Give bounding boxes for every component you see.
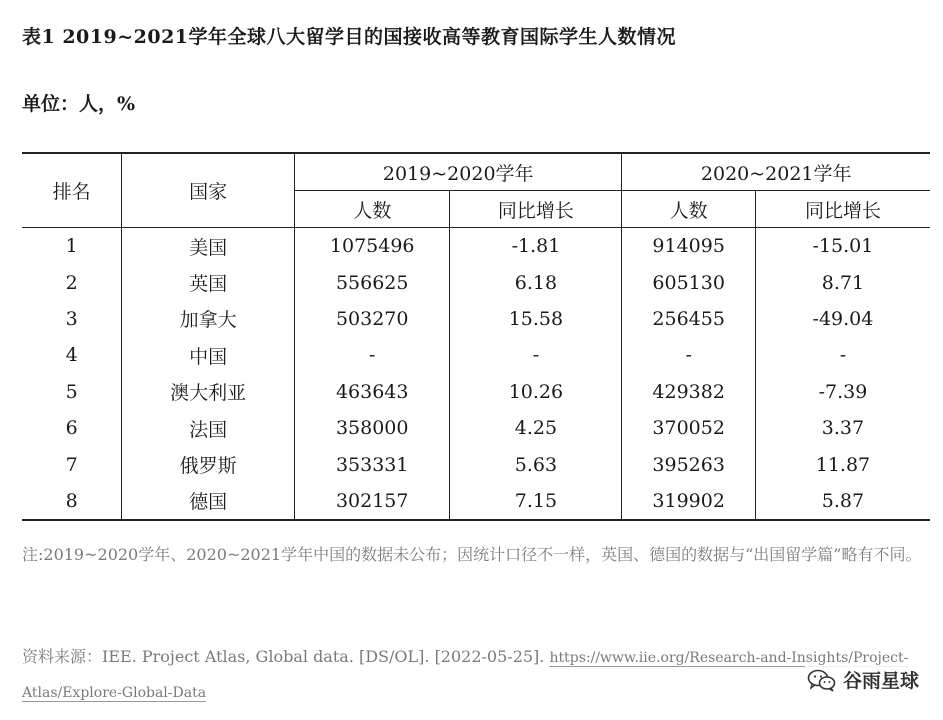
cell-growth2: 8.71 <box>821 271 865 294</box>
header-row-1 <box>22 153 930 191</box>
source-citation <box>22 640 927 710</box>
cell-count2: 605130 <box>622 264 755 300</box>
table-title: 表1 2019~2021学年全球八大留学目的国接收高等教育国际学生人数情况 <box>22 26 677 48</box>
header-rank: 排名 <box>22 153 122 228</box>
unit-label: 单位：人，% <box>22 93 136 115</box>
table-header <box>22 153 930 228</box>
table-row <box>22 264 930 300</box>
cell-rank: 8 <box>22 483 122 520</box>
header-count-1: 人数 <box>295 191 450 228</box>
table-row <box>22 337 930 373</box>
cell-rank: 4 <box>22 337 122 373</box>
cell-count1: 503270 <box>295 301 450 337</box>
cell-count1: 353331 <box>295 446 450 482</box>
header-growth-2: 同比增长 <box>804 199 881 222</box>
cell-country: 加拿大 <box>122 301 295 337</box>
cell-count1: 556625 <box>295 264 450 300</box>
table-row <box>22 483 930 520</box>
cell-count2: 914095 <box>622 228 755 265</box>
header-year-2019: 2019~2020学年 <box>295 153 622 191</box>
cell-rank: 7 <box>22 446 122 482</box>
cell-country: 德国 <box>122 483 295 520</box>
cell-count1: 463643 <box>295 374 450 410</box>
cell-growth2: 5.87 <box>821 489 865 512</box>
cell-count2: - <box>622 337 755 373</box>
cell-growth2: -15.01 <box>812 235 874 258</box>
cell-count2: 256455 <box>622 301 755 337</box>
cell-count1: 302157 <box>295 483 450 520</box>
watermark-text: 谷雨星球 <box>842 670 919 692</box>
cell-rank: 2 <box>22 264 122 300</box>
watermark <box>805 666 921 693</box>
cell-country: 澳大利亚 <box>122 374 295 410</box>
header-growth-1: 同比增长 <box>450 191 622 228</box>
data-table <box>22 152 930 521</box>
table-note: 注:2019~2020学年、2020~2021学年中国的数据未公布；因统计口径不一样，英国、德国的数据与“出国留学篇”略有不同。 <box>22 545 922 564</box>
cell-growth1: 4.25 <box>450 410 622 446</box>
cell-growth1: -1.81 <box>450 228 622 265</box>
table-row <box>22 228 930 265</box>
table-row <box>22 446 930 482</box>
cell-rank: 3 <box>22 301 122 337</box>
wechat-icon <box>807 668 837 692</box>
cell-count1: 1075496 <box>295 228 450 265</box>
header-count-2: 人数 <box>622 191 755 228</box>
cell-count1: 358000 <box>295 410 450 446</box>
cell-growth2: -7.39 <box>818 380 868 403</box>
cell-growth2: 11.87 <box>815 453 871 476</box>
cell-growth2: -49.04 <box>812 307 874 330</box>
cell-country: 中国 <box>122 337 295 373</box>
cell-count1: - <box>295 337 450 373</box>
cell-count2: 319902 <box>622 483 755 520</box>
cell-growth2: - <box>839 344 847 367</box>
header-country: 国家 <box>122 153 295 228</box>
cell-count2: 370052 <box>622 410 755 446</box>
cell-growth1: 6.18 <box>450 264 622 300</box>
cell-country: 法国 <box>122 410 295 446</box>
cell-growth1: - <box>450 337 622 373</box>
table-body <box>22 228 930 521</box>
cell-country: 俄罗斯 <box>122 446 295 482</box>
cell-rank: 5 <box>22 374 122 410</box>
source-link[interactable]: https://www.iie.org/Research-and-Insights/Project-Atlas/Explore-Global-Data <box>22 650 909 701</box>
table-row <box>22 301 930 337</box>
cell-rank: 1 <box>22 228 122 265</box>
cell-growth1: 10.26 <box>450 374 622 410</box>
cell-rank: 6 <box>22 410 122 446</box>
cell-country: 英国 <box>122 264 295 300</box>
source-prefix: 资料来源：IEE. Project Atlas, Global data. [DS/OL]. [2022-05-25]. <box>22 647 550 666</box>
cell-growth1: 5.63 <box>450 446 622 482</box>
cell-growth1: 7.15 <box>450 483 622 520</box>
cell-growth2: 3.37 <box>821 417 865 440</box>
table-row <box>22 374 930 410</box>
cell-growth1: 15.58 <box>450 301 622 337</box>
cell-count2: 395263 <box>622 446 755 482</box>
header-year-2020: 2020~2021学年 <box>622 153 930 191</box>
table-row <box>22 410 930 446</box>
cell-country: 美国 <box>122 228 295 265</box>
cell-count2: 429382 <box>622 374 755 410</box>
